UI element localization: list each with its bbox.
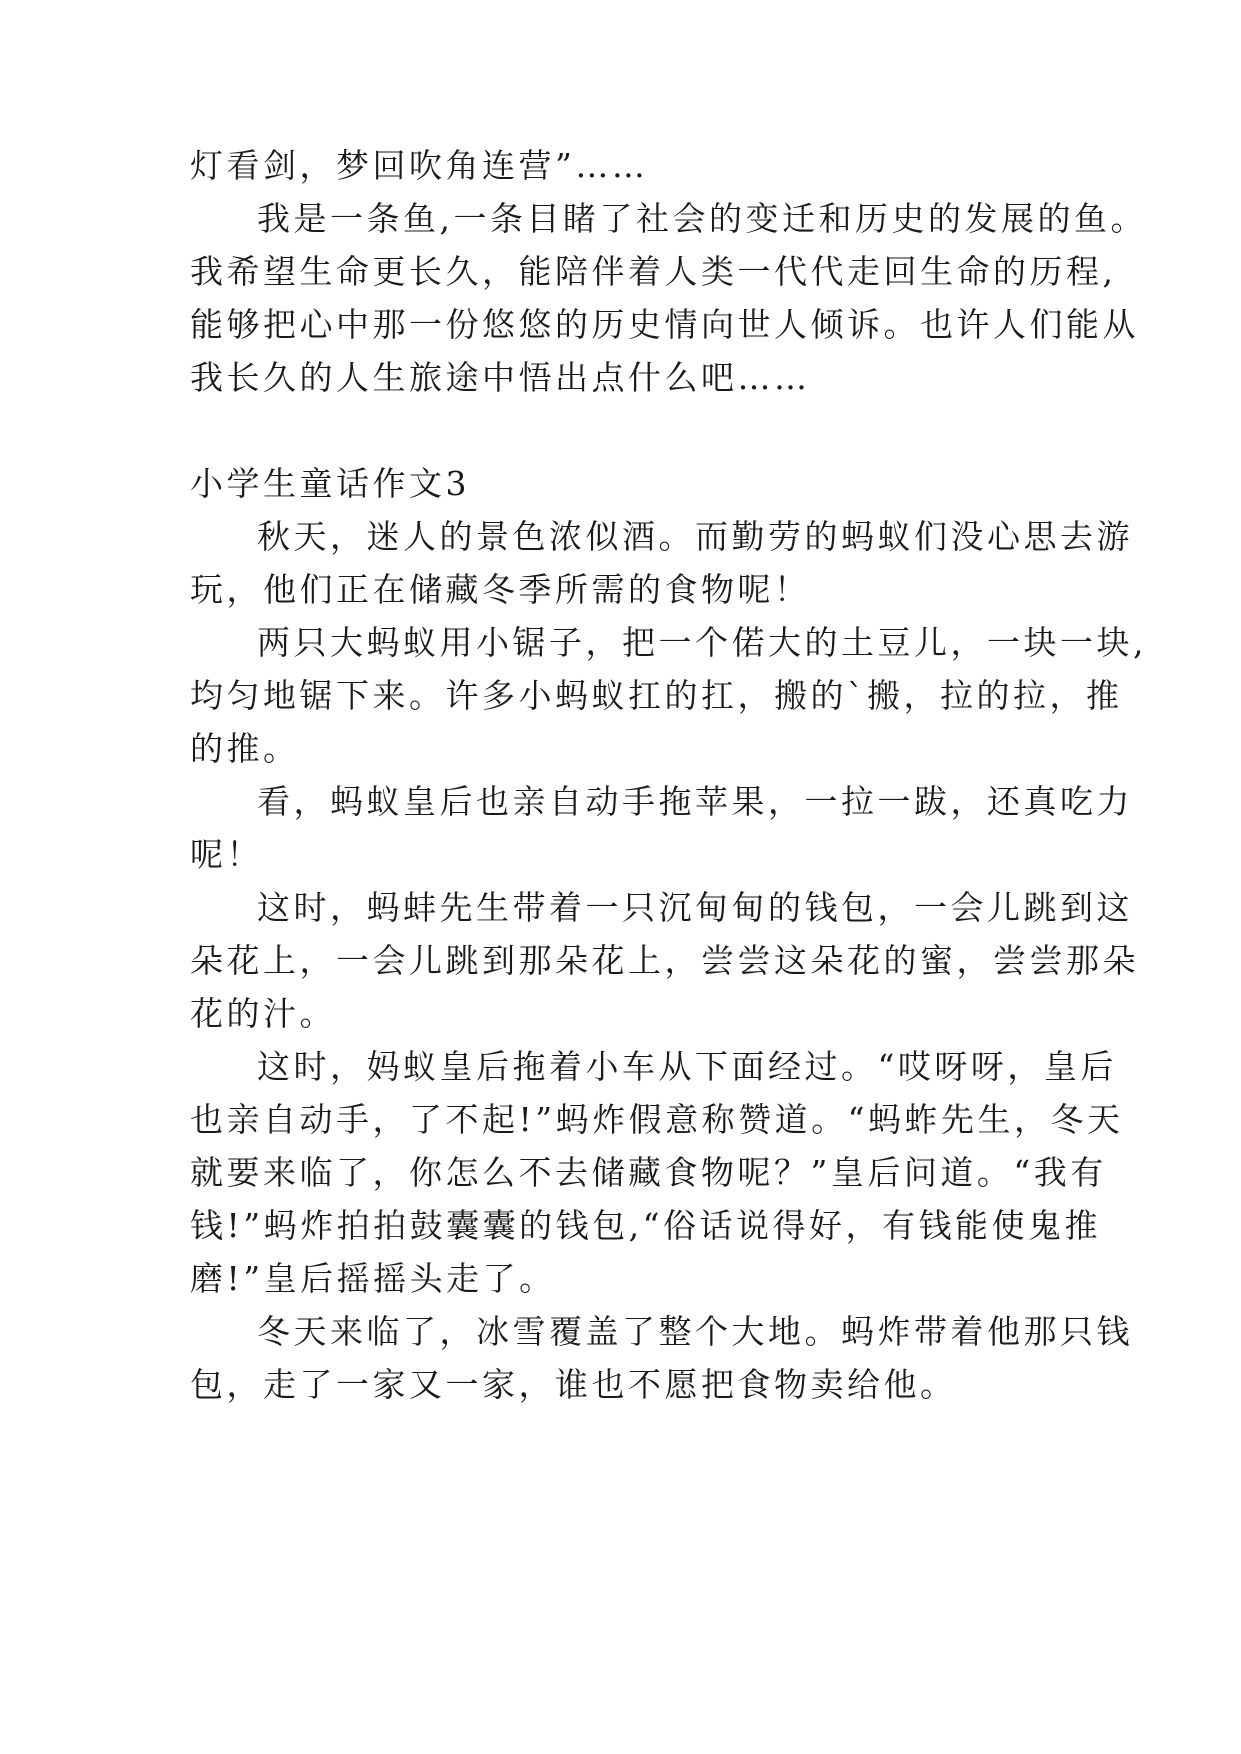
- body-line-13: 就要来临了，你怎么不去储藏食物呢？”皇后问道。“我有: [190, 1153, 1107, 1192]
- body-line-8: 这时，蚂蚌先生带着一只沉甸甸的钱包，一会儿跳到这: [257, 888, 1133, 927]
- intro-line-5: 我长久的人生旅途中悟出点什么吧……: [190, 358, 811, 397]
- body-line-17: 包，走了一家又一家，谁也不愿把食物卖给他。: [190, 1365, 957, 1404]
- intro-line-1: 灯看剑，梦回吹角连营”……: [190, 146, 649, 185]
- body-line-11: 这时，妈蚁皇后拖着小车从下面经过。“哎呀呀，皇后: [257, 1047, 1117, 1086]
- body-line-15: 磨!”皇后摇摇头走了。: [190, 1259, 556, 1298]
- intro-line-4: 能够把心中那一份悠悠的历史情向世人倾诉。也许人们能从: [190, 305, 1139, 344]
- body-line-12: 也亲自动手，了不起!”蚂炸假意称赞道。“蚂蚱先生，冬天: [190, 1100, 1124, 1139]
- body-line-1: 秋天，迷人的景色浓似酒。而勤劳的蚂蚁们没心思去游: [257, 517, 1133, 556]
- body-line-4: 均匀地锯下来。许多小蚂蚁扛的扛，搬的`搬，拉的拉，推: [190, 676, 1123, 715]
- body-line-2: 玩，他们正在储藏冬季所需的食物呢！: [190, 570, 811, 609]
- body-line-16: 冬天来临了，冰雪覆盖了整个大地。蚂炸带着他那只钱: [257, 1312, 1133, 1351]
- body-line-9: 朵花上，一会儿跳到那朵花上，尝尝这朵花的蜜，尝尝那朵: [190, 941, 1139, 980]
- intro-line-2: 我是一条鱼,一条目睹了社会的变迁和历史的发展的鱼。: [257, 199, 1147, 238]
- body-line-3: 两只大蚂蚁用小锯子，把一个偌大的土豆儿，一块一块,: [257, 623, 1147, 662]
- intro-line-3: 我希望生命更长久，能陪伴着人类一代代走回生命的历程,: [190, 252, 1117, 291]
- body-line-7: 呢！: [190, 835, 263, 874]
- body-line-5: 的推。: [190, 729, 300, 768]
- section-title: 小学生童话作文3: [190, 464, 470, 503]
- body-line-14: 钱!”蚂炸拍拍鼓囊囊的钱包,“俗话说得好，有钱能使鬼推: [190, 1206, 1101, 1245]
- body-line-6: 看，蚂蚁皇后也亲自动手拖苹果，一拉一跋，还真吃力: [257, 782, 1133, 821]
- body-line-10: 花的汁。: [190, 994, 336, 1033]
